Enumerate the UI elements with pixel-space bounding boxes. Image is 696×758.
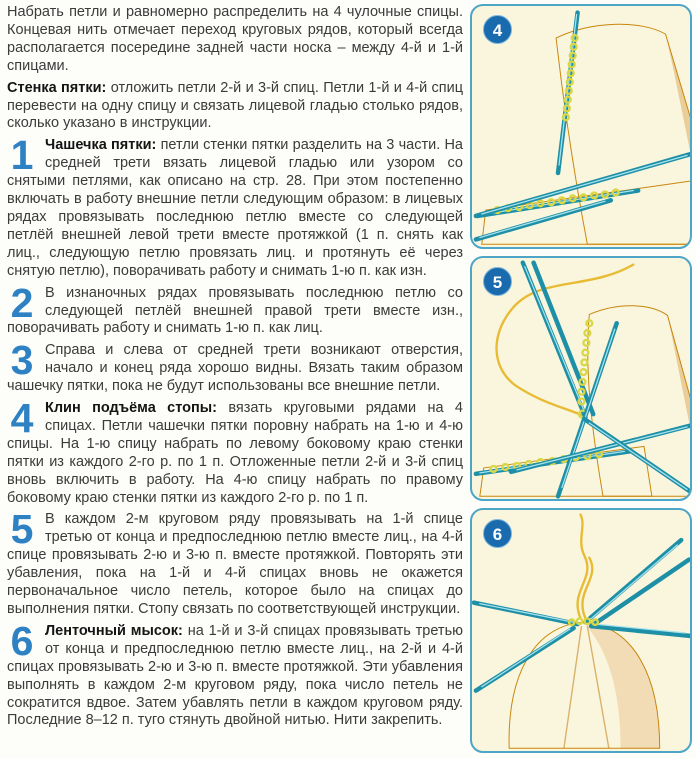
step-2: [7, 279, 463, 339]
step-4-number: 4: [10, 395, 33, 442]
step-6: [7, 617, 463, 730]
step-6-text: на 1-й и 3-й спицах провязывать третью от конца и предпоследнюю петлю вместе лиц., на 2-й и 4-й спицах провязывать 2-ю и 3-ю п. вместе протяжкой. Эти убавления выполнять в каждом 2-м круговом ряду, пока число петель не сократится вдвое. Затем убавлять петли в каждом круговом ряду. Последние 8–12 п. туго стянуть двойной нитью. Нити закрепить.: [7, 622, 463, 729]
heel-wall-lead: Стенка пятки:: [7, 79, 111, 96]
instructions-column: [7, 4, 463, 754]
heel-wall-text: отложить петли 2-й и 3-й спиц. Петли 1-й и 4-й спиц перевести на одну спицу и связать лицевой гладью столько рядов, сколько указано в инструкции.: [7, 79, 463, 132]
step-1-number: 1: [10, 132, 33, 179]
photo-step-6: [470, 508, 692, 753]
photo-badge: 5: [483, 267, 512, 296]
step-4: [7, 395, 463, 507]
step-1-text: петли стенки пятки разделить на 3 части. На средней трети вязать лицевой гладью или узором со снятыми петлями, как описано на стр. 28. При этом постепенно включать в работу внешние петли следующим образом: в лицевых рядах провязывать последнюю петлю вместе со следующей петлёй внешней левой трети вместе протяжкой (1 п. снять как лиц., следующую петлю провязать лиц. и протянуть её через снятую петлю), поворачивать работу и снимать 1-ю п. как изн.: [7, 137, 463, 279]
step-2-number: 2: [10, 279, 33, 326]
step-1: [7, 132, 463, 280]
knitting-photo-illustration: [472, 6, 690, 247]
photo-column: [470, 4, 692, 754]
step-1-lead: Чашечка пятки:: [45, 137, 161, 154]
knitting-photo-illustration: [472, 510, 690, 751]
photo-step-4: [470, 4, 692, 249]
step-6-lead: Ленточный мысок:: [45, 622, 188, 639]
step-3-text: Справа и слева от средней трети возникают отверстия, начало и конец ряда хорошо видны. Вязать таким образом чашечку пятки, пока не будут использованы все внешние петли.: [7, 342, 463, 395]
heel-wall-paragraph: [7, 80, 463, 134]
step-2-text: В изнаночных рядах провязывать последнюю петлю со следующей петлёй внешней правой трети вместе изн., поворачивать работу и снимать 1-ю п. как лиц.: [7, 284, 463, 337]
step-5-text: В каждом 2-м круговом ряду провязывать на 1-й спице третью от конца и предпоследнюю петлю вместе лиц., на 4-й спице провязывать 2-ю и 3-ю п. вместе протяжкой. Повторять эти убавления, пока на 1-й и 4-й спицах вновь не окажется первоначальное число петель, которое было на спицах до выполнения пятки. Стопу связать по соответствующей инструкции.: [7, 511, 463, 617]
step-3: [7, 337, 463, 396]
step-5-number: 5: [10, 506, 33, 553]
knitting-photo-illustration: [472, 258, 690, 499]
photo-badge: 6: [483, 519, 512, 548]
photo-badge: 4: [483, 15, 512, 44]
step-3-number: 3: [10, 337, 33, 384]
intro-paragraph: Набрать петли и равномерно распределить на 4 чулочные спицы. Концевая нить отмечает переход круговых рядов, который всегда располагается посередине задней части носка – между 4-й и 1-й спицами.: [7, 4, 463, 74]
step-4-lead: Клин подъёма стопы:: [45, 400, 229, 417]
step-6-number: 6: [10, 617, 33, 664]
step-5: [7, 506, 463, 618]
photo-step-5: [470, 256, 692, 501]
step-4-text: вязать круговыми рядами на 4 спицах. Петли чашечки пятки поровну набрать на 1-ю и 4-ю спицы. На 1-ю спицу набрать по левому боковому краю стенки пятки из каждого 2-го р. по 1 п. Отложенные петли 2-й и 3-й спиц вновь включить в работу. На 4-ю спицу набрать по правому боковому краю стенки пятки из каждого 2-го р. по 1 п.: [7, 400, 463, 506]
